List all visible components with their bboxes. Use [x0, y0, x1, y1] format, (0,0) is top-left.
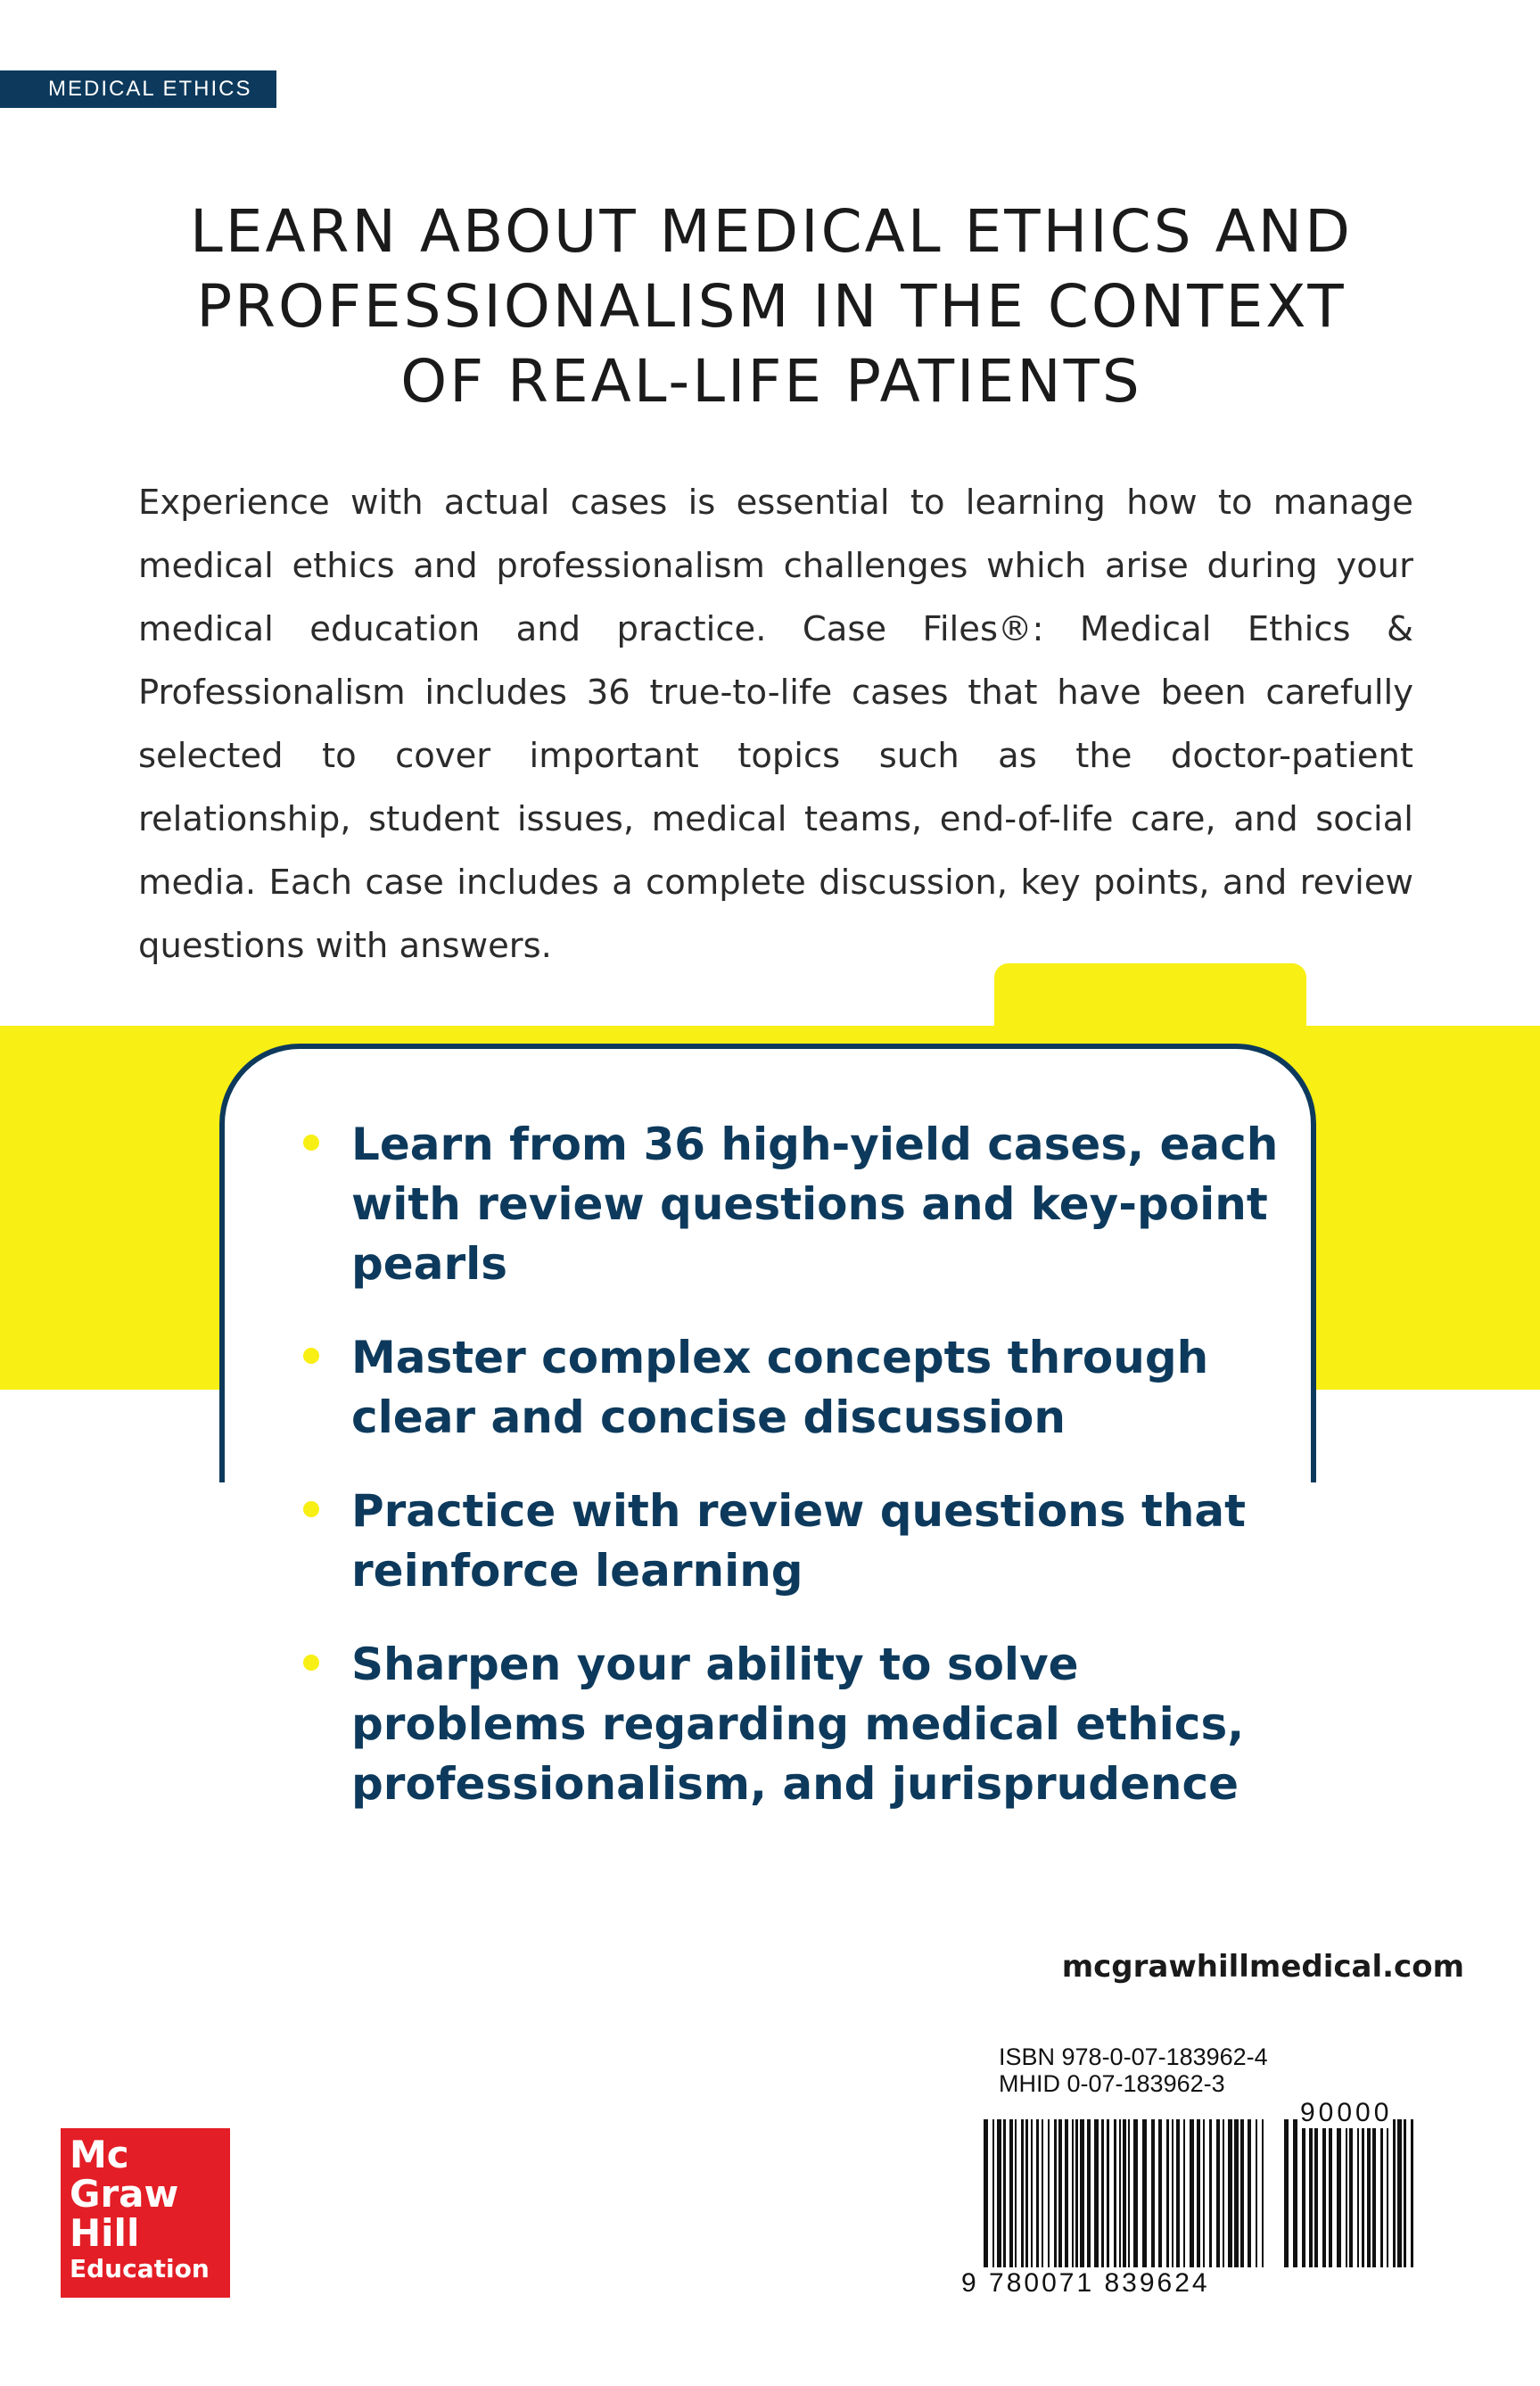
barcode-bar [1183, 2119, 1185, 2267]
barcode-bar [1309, 2119, 1313, 2267]
barcode-bar [1411, 2119, 1413, 2267]
barcode-bar [997, 2119, 1001, 2267]
barcode-bar [1262, 2119, 1264, 2267]
barcode-bar [1166, 2119, 1169, 2267]
barcode-bar [1123, 2119, 1126, 2267]
feature-text: Sharpen your ability to solve problems regarding medical ethics, professionalism, and jurisprudence [351, 1639, 1245, 1810]
barcode-bar [1240, 2119, 1244, 2267]
barcode-bar [1404, 2119, 1406, 2267]
publisher-logo [61, 2128, 230, 2298]
headline-line-1: LEARN ABOUT MEDICAL ETHICS AND [190, 197, 1353, 266]
barcode-bar [1036, 2119, 1039, 2267]
barcode-bar [984, 2119, 988, 2267]
feature-item [294, 1635, 1302, 1814]
barcode-bar [1119, 2119, 1121, 2267]
book-title: Case Files®: Medical Ethics & Professionalism [138, 609, 1414, 713]
barcode-bar [992, 2119, 994, 2267]
barcode-bar [1048, 2119, 1050, 2267]
description-paragraph [138, 471, 1413, 978]
barcode-bar [1075, 2119, 1078, 2267]
barcode-bar [1329, 2119, 1332, 2267]
mhid-number: MHID 0-07-183962-3 [999, 2070, 1225, 2097]
headline-line-3: OF REAL-LIFE PATIENTS [400, 347, 1142, 416]
barcode-bar [1357, 2119, 1359, 2267]
barcode-bar [1209, 2119, 1212, 2267]
barcode-bar [1101, 2119, 1104, 2267]
barcode-bar [1337, 2119, 1341, 2267]
barcode-bar [1065, 2119, 1068, 2267]
barcode-bar [1397, 2119, 1402, 2267]
barcode-bar [1031, 2119, 1033, 2267]
barcode-bar [1197, 2119, 1200, 2267]
feature-item [294, 1328, 1302, 1448]
barcode-bar [1372, 2119, 1376, 2267]
barcode-bar [1072, 2119, 1074, 2267]
description-rest: includes 36 true-to-life cases that have been carefully selected to cover important topics such as the doctor-patient relationship, student issues, medical teams, end-of-life care, and social media. Each case includes a complete discussion, key points, and review questions with answers. [138, 673, 1413, 966]
price-code: 90000 [1300, 2098, 1393, 2127]
barcode-bar [1151, 2119, 1155, 2267]
barcode-bar [1367, 2119, 1371, 2267]
barcode-digits: 9 780071 839624 [961, 2268, 1210, 2298]
barcode-bar [1015, 2119, 1017, 2267]
bullet-dot-icon [303, 1501, 319, 1517]
barcode-bar [1003, 2119, 1006, 2267]
barcode-bar [1380, 2119, 1383, 2267]
barcode-bar [1314, 2119, 1318, 2267]
barcode-bar [1248, 2119, 1251, 2267]
bullet-dot-icon [303, 1655, 319, 1671]
barcode-bar [1203, 2119, 1205, 2267]
barcode-bar [1058, 2119, 1062, 2267]
barcode-bar [1107, 2119, 1109, 2267]
barcode-bar [1114, 2119, 1116, 2267]
barcode-bar [1133, 2119, 1138, 2267]
description-intro: Experience with actual cases is essential to learning how to manage medical ethics and professionalism challenges which arise during your medical education and practice. [138, 483, 1413, 649]
barcode-bar [1176, 2119, 1180, 2267]
feature-list [294, 1115, 1302, 1848]
headline-line-2: PROFESSIONALISM IN THE CONTEXT [196, 272, 1346, 341]
barcode-bar [1293, 2119, 1297, 2267]
barcode-bar [1172, 2119, 1174, 2267]
bullet-dot-icon [303, 1135, 319, 1151]
barcode-bar [1393, 2119, 1396, 2267]
feature-text: Practice with review questions that reinforce learning [351, 1485, 1247, 1597]
feature-text: Master complex concepts through clear and concise discussion [351, 1332, 1209, 1443]
logo-line-1: Mc [70, 2133, 129, 2176]
bullet-dot-icon [303, 1348, 319, 1364]
website-url: mcgrawhillmedical.com [1061, 1949, 1464, 1985]
barcode-bar [1362, 2119, 1364, 2267]
barcode-bar [1025, 2119, 1028, 2267]
price-barcode-icon [1284, 2119, 1418, 2294]
barcode-bar [1087, 2119, 1091, 2267]
barcode-bar [1190, 2119, 1194, 2267]
barcode-bar [1346, 2119, 1347, 2267]
barcode-bar [1322, 2119, 1326, 2267]
category-label: MEDICAL ETHICS [0, 70, 276, 108]
feature-item [294, 1115, 1302, 1294]
barcode-bar [1284, 2119, 1289, 2267]
barcode-bar [1228, 2119, 1232, 2267]
barcode-bar [1302, 2119, 1305, 2267]
headline [134, 194, 1409, 419]
isbn-block [999, 2043, 1268, 2097]
barcode-bar [1349, 2119, 1353, 2267]
logo-line-2: Graw [70, 2172, 179, 2216]
barcode-bar [1094, 2119, 1099, 2267]
feature-text: Learn from 36 high-yield cases, each with review questions and key-point pearls [351, 1119, 1279, 1290]
logo-line-4: Education [70, 2254, 210, 2283]
barcode-bar [1256, 2119, 1257, 2267]
barcode-bar [1234, 2119, 1239, 2267]
barcode-bar [1128, 2119, 1130, 2267]
barcode-bar [1223, 2119, 1224, 2267]
feature-item [294, 1482, 1302, 1601]
logo-line-3: Hill [70, 2211, 140, 2255]
barcode-bar [1158, 2119, 1162, 2267]
barcode-bar [1142, 2119, 1147, 2267]
barcode-bar [1216, 2119, 1220, 2267]
barcode-bar [1054, 2119, 1057, 2267]
barcode-bar [1387, 2119, 1388, 2267]
barcode-bar [1009, 2119, 1013, 2267]
isbn-number: ISBN 978-0-07-183962-4 [999, 2043, 1268, 2070]
barcode-bar [1021, 2119, 1024, 2267]
barcode-bar [1042, 2119, 1043, 2267]
barcode-bar [1080, 2119, 1084, 2267]
